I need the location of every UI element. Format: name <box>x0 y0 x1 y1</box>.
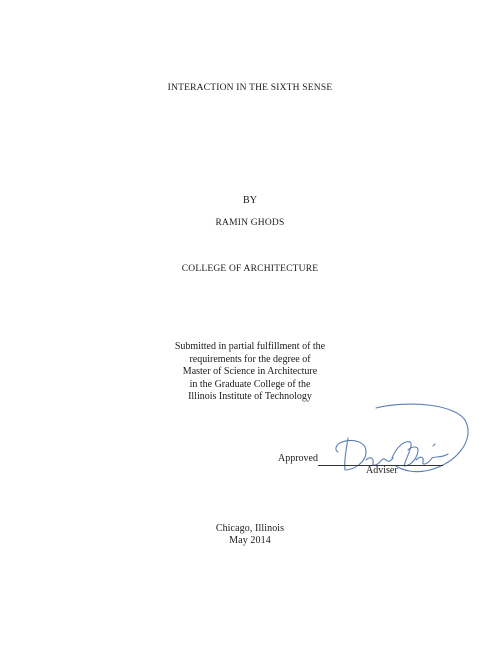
approved-label: Approved <box>278 453 318 464</box>
submission-line: in the Graduate College of the <box>189 378 311 390</box>
submission-line: requirements for the degree of <box>189 353 311 365</box>
submission-line: Master of Science in Architecture <box>182 366 318 377</box>
submission-line: Illinois Institute of Technology <box>188 391 312 402</box>
adviser-signature <box>318 400 478 482</box>
submission-statement <box>0 341 500 404</box>
by-label: BY <box>242 195 258 206</box>
thesis-title: INTERACTION IN THE SIXTH SENSE <box>167 83 333 93</box>
submission-line: Submitted in partial fulfillment of the <box>174 341 326 352</box>
college-name: COLLEGE OF ARCHITECTURE <box>181 264 319 274</box>
date: May 2014 <box>229 535 271 546</box>
author-name: RAMIN GHODS <box>215 218 285 228</box>
location: Chicago, Illinois <box>215 523 285 534</box>
adviser-label: Adviser <box>366 465 398 476</box>
